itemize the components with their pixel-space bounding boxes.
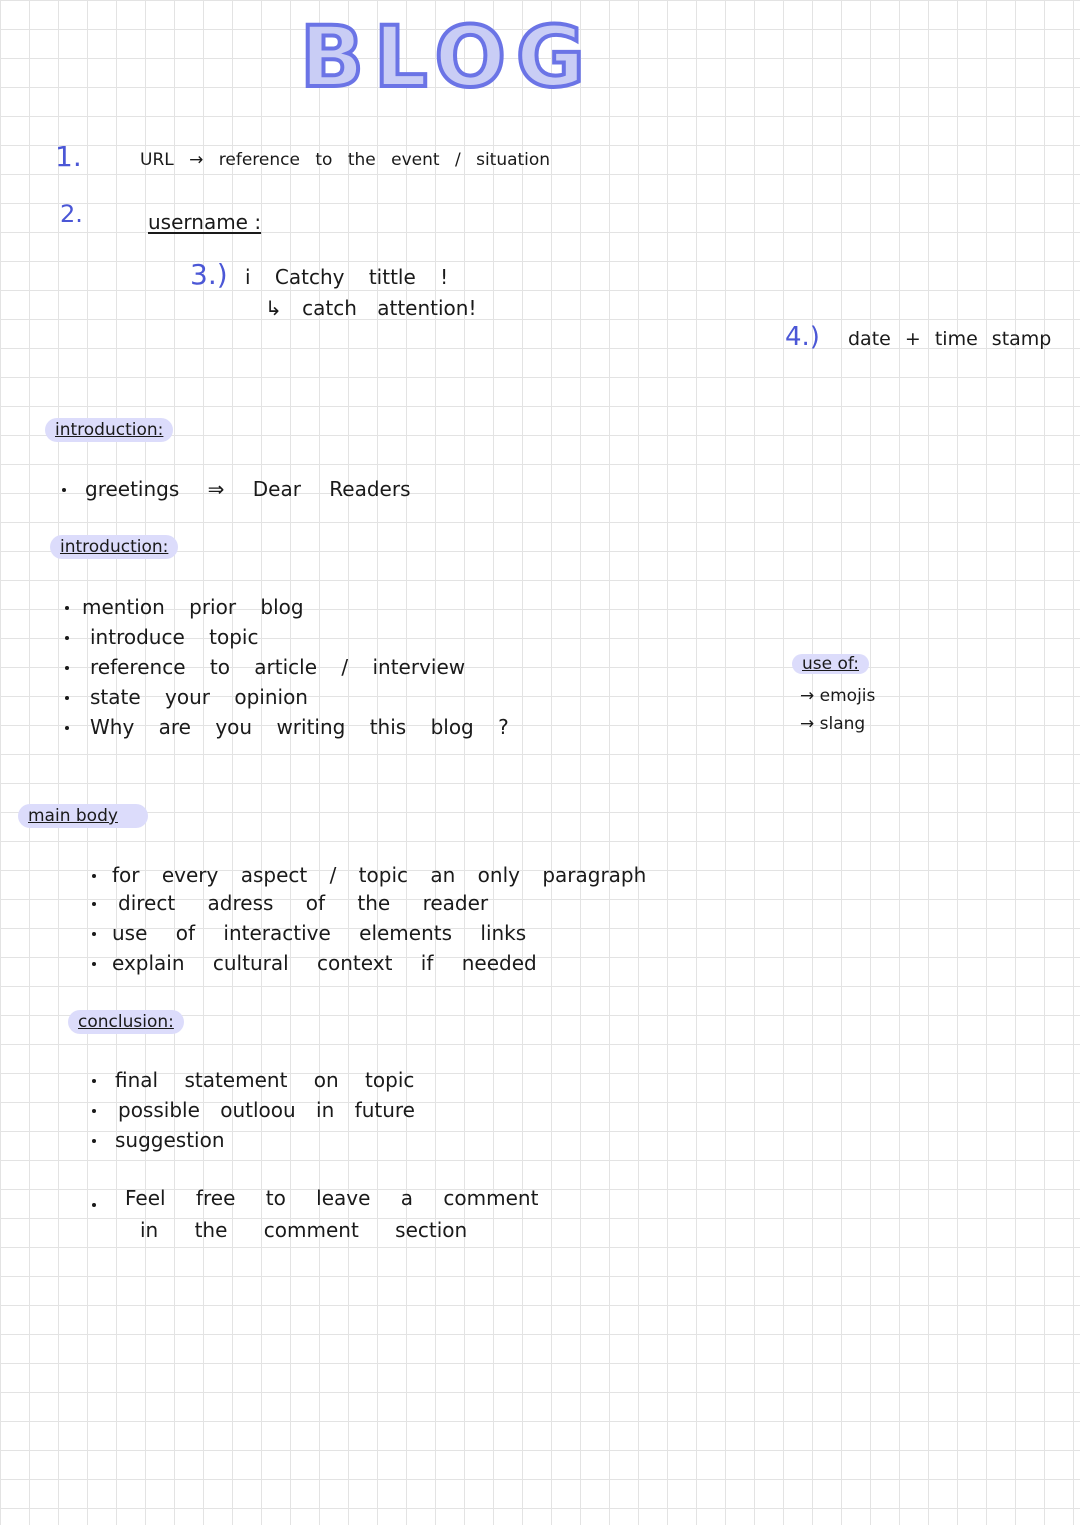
side-note-header <box>792 654 869 674</box>
section-header-conclusion <box>68 1010 184 1034</box>
intro-bullet-4: state your opinion <box>90 685 308 709</box>
intro-bullet-3: reference to article / interview <box>90 655 466 679</box>
main-bullet-3: use of interactive elements links <box>112 921 527 945</box>
bullet-dot <box>65 726 69 730</box>
bullet-dot <box>92 1109 96 1113</box>
bullet-dot <box>92 962 96 966</box>
conclusion-bullet-2: possible outloou in future <box>118 1098 415 1122</box>
intro-bullet-1: mention prior blog <box>82 595 304 619</box>
bullet-dot <box>92 932 96 936</box>
side-note-label: use of: <box>792 654 869 674</box>
catchy-title-note: i Catchy tittle ! <box>245 265 449 289</box>
main-body-label: main body <box>18 804 148 828</box>
comment-cta-line-2: in the comment section <box>140 1218 468 1242</box>
catch-attention-note: ↳ catch attention! <box>265 296 477 320</box>
bullet-dot <box>92 874 96 878</box>
page-title: BLOG <box>300 8 595 106</box>
bullet-dot <box>65 696 69 700</box>
username-label: username : <box>148 210 262 234</box>
bullet-dot <box>62 488 66 492</box>
side-note-emojis: → emojis <box>800 686 876 706</box>
main-bullet-1: for every aspect / topic an only paragraph <box>112 863 647 887</box>
conclusion-bullet-1: final statement on topic <box>115 1068 415 1092</box>
conclusion-label: conclusion: <box>68 1010 184 1034</box>
side-note-slang: → slang <box>800 714 866 734</box>
date-time-note: date + time stamp <box>848 328 1052 350</box>
bullet-dot <box>65 606 69 610</box>
section-header-intro-2 <box>50 535 178 559</box>
bullet-dot <box>92 1139 96 1143</box>
intro-bullet-2: introduce topic <box>90 625 259 649</box>
main-bullet-2: direct adress of the reader <box>118 891 489 915</box>
item-number-4: 4.) <box>785 322 820 352</box>
item-number-2: 2. <box>60 200 83 228</box>
bullet-dot <box>92 1079 96 1083</box>
greetings-line: greetings ⇒ Dear Readers <box>85 477 411 501</box>
intro-2-label: introduction: <box>50 535 178 559</box>
section-header-main-body <box>18 804 148 828</box>
bullet-dot <box>65 636 69 640</box>
section-header-intro-1 <box>45 418 173 442</box>
url-line: URL → reference to the event / situation <box>140 150 551 170</box>
bullet-dot <box>92 902 96 906</box>
comment-cta-line-1: Feel free to leave a comment <box>125 1186 539 1210</box>
item-number-1: 1. <box>55 140 82 173</box>
main-bullet-4: explain cultural context if needed <box>112 951 537 975</box>
bullet-dot <box>92 1203 96 1207</box>
intro-1-label: introduction: <box>45 418 173 442</box>
intro-bullet-5: Why are you writing this blog ? <box>90 715 509 739</box>
item-number-3: 3.) <box>190 258 228 291</box>
bullet-dot <box>65 666 69 670</box>
conclusion-bullet-3: suggestion <box>115 1128 225 1152</box>
